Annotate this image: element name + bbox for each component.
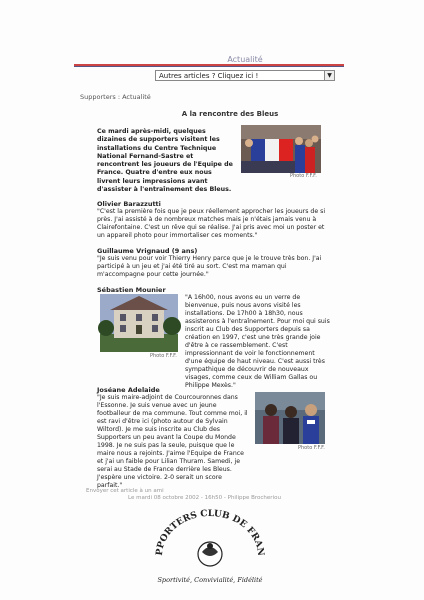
photo-credit-3: Photo F.F.F. xyxy=(298,445,325,451)
logo-image xyxy=(150,508,270,588)
person-quote-3: "A 16h00, nous avons eu un verre de bienvenue, puis nous avons visité les installations. De 17h00 à 18h30, nous assisterons à l'entraînement. Pour moi qui suis inscrit au Club des Supporters depuis sa création en 1997, c'est une très grande joie d'être à ce rassemblement. C'est impressionnant de voir le fonctionnement d'une équipe de haut niveau. C'est aussi très sympathique de découvrir de nouveaux visages, comme ceux de William Gallas ou Philippe Mexès." xyxy=(185,294,330,389)
person-quote-2: "Je suis venu pour voir Thierry Henry parce que je le trouve très bon. J'ai participé à un jeu et j'ai été tiré au sort. C'est ma maman qui m'accompagne pour cette journée." xyxy=(97,255,322,278)
article-intro: Ce mardi après-midi, quelques dizaines de supporters visitent les installations du Centre Technique National Fernand-Sastre et rencontrent les joueurs de l'Equipe de France. Quatre d'entre eux nous livrent leurs impressions avant d'assister à l'entraînement des Bleus. xyxy=(97,128,233,194)
supporters-photo-image xyxy=(255,392,325,444)
breadcrumb: Supporters : Actualité xyxy=(80,93,151,101)
photo-credit-1: Photo F.F.F. xyxy=(290,173,317,179)
logo-motto: Sportivité, Convivialité, Fidélité xyxy=(157,576,263,584)
photo-credit-2: Photo F.F.F. xyxy=(150,353,177,359)
select-value: Autres articles ? Cliquez ici ! xyxy=(159,72,259,80)
building-photo-image xyxy=(100,294,178,352)
logo-arc-text: PPORTERS CLUB DE FRAN xyxy=(154,508,266,557)
article-title: A la rencontre des Bleus xyxy=(181,110,279,118)
supporters-club-logo xyxy=(150,508,270,588)
chevron-down-icon[interactable]: ▼ xyxy=(324,71,334,80)
group-photo-image xyxy=(241,125,321,173)
person-quote-4: "Je suis maire-adjoint de Courcouronnes dans l'Essonne. Je suis venue avec un jeune footballeur de ma commune. Tout comme moi, il est ravi d'être ici (photo autour de Sylvain Wiltord). Je me suis inscrite au Club des Supporters un peu avant la Coupe du Monde 1998. Je ne suis pas la seule, puisque que le maire nous a rejoints. J'aime l'Equipe de France et j'ai un faible pour Lilian Thuram. Samedi, je serai au Stade de France derrière les Bleus. J'espère une victoire. 2-0 serait un score parfait." xyxy=(97,394,248,489)
group-photo xyxy=(241,125,321,173)
person-name-2: Guillaume Vrignaud (9 ans) xyxy=(97,247,198,255)
send-to-friend-link[interactable]: Envoyer cet article à un ami xyxy=(86,488,164,494)
person-name-3: Sébastien Mounier xyxy=(97,286,166,294)
person-name-4: Joséane Adelaide xyxy=(97,386,160,394)
section-title: Actualité xyxy=(227,55,263,64)
person-name-1: Olivier Barazzutti xyxy=(97,200,161,208)
supporters-photo xyxy=(255,392,325,444)
person-quote-1: "C'est la première fois que je peux réellement approcher les joueurs de si près. J'ai assisté à de nombreux matches mais je n'étais jamais venu à Clairefontaine. C'est un rêve qui se réalise. J'ai pris avec moi un poster et un appareil photo pour immortaliser ces moments." xyxy=(97,208,326,239)
header-rule-blue xyxy=(74,66,344,67)
building-photo xyxy=(100,294,178,352)
article-dateline: Le mardi 08 octobre 2002 - 16h50 - Philippe Brocheriou xyxy=(128,495,281,501)
other-articles-select[interactable] xyxy=(155,70,335,81)
